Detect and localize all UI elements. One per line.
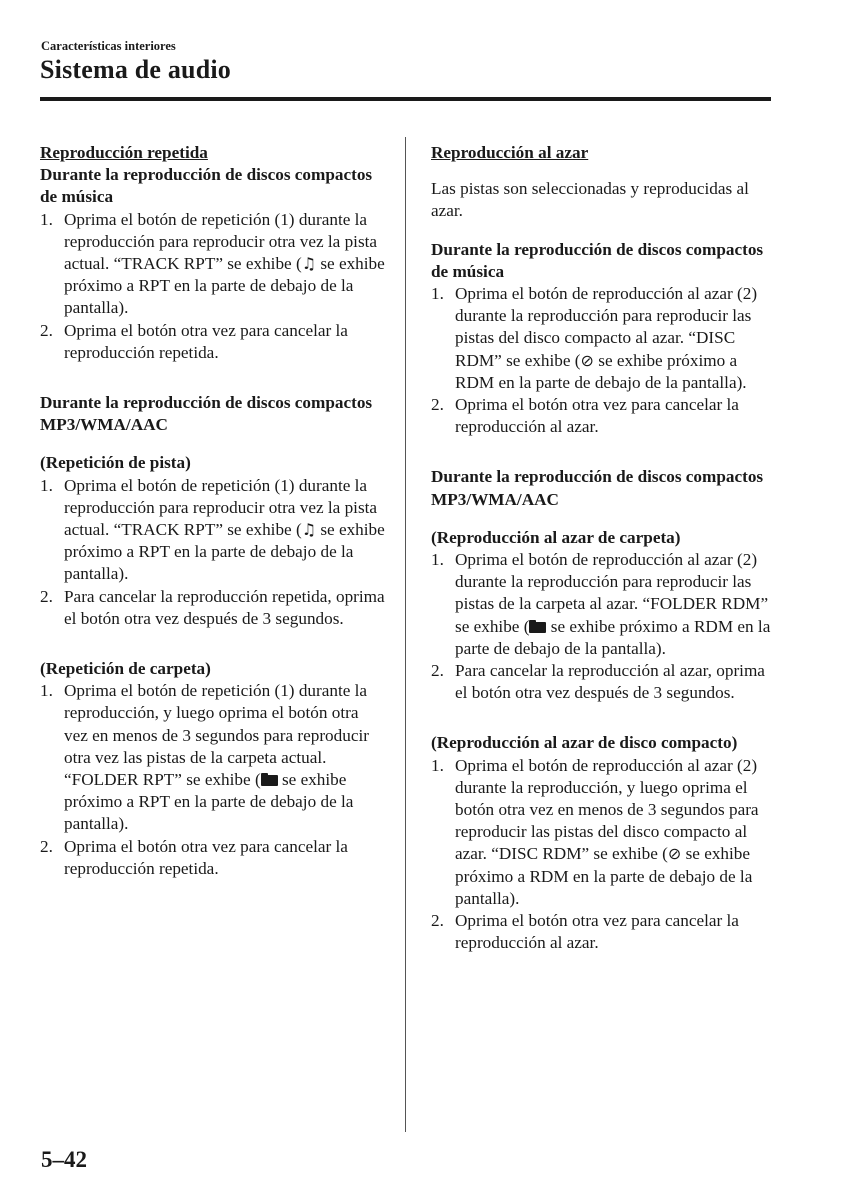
step-text: Oprima el botón otra vez para cancelar la reproducción repetida. [64,836,348,878]
list-item [431,549,771,660]
subheading-cd-music: Durante la reproducción de discos compactos de música [431,239,764,281]
subheading-folder-repeat: (Repetición de carpeta) [40,659,211,679]
list-item [40,209,385,320]
step-text: Oprima el botón de reproducción al azar (2) durante la reproducción para reproducir las pistas del disco compacto al azar. “DISC RDM” se exhibe ( [455,284,758,370]
step-number: 2. [431,911,444,931]
list-item [431,394,771,438]
folder-icon [261,773,278,786]
list-item [431,283,771,394]
list-item [40,680,385,835]
section-title-random: Reproducción al azar [431,143,589,162]
step-text: Oprima el botón otra vez para cancelar la reproducción repetida. [64,320,348,362]
step-text: Oprima el botón otra vez para cancelar la reproducción al azar. [455,395,739,437]
step-number: 1. [431,550,444,570]
step-text: Oprima el botón otra vez para cancelar la reproducción al azar. [455,911,739,953]
music-note-icon: ♫ [301,254,317,274]
step-text: se exhibe próximo a RDM en la parte de debajo de la pantalla). [455,616,771,658]
step-number: 2. [40,836,53,856]
repeat-cd-music-steps [40,209,385,364]
step-text: se exhibe próximo a RPT en la parte de debajo de la pantalla). [64,520,385,584]
step-number: 2. [431,395,444,415]
header-rule [40,97,771,101]
page-number: 5–42 [41,1147,87,1172]
subheading-folder-random: (Reproducción al azar de carpeta) [431,527,681,547]
list-item [40,475,385,586]
list-item [431,910,771,954]
section-title-repeat: Reproducción repetida [40,143,208,162]
list-item [431,755,771,910]
folder-repeat-steps [40,680,385,880]
list-item [40,320,385,364]
step-text: Para cancelar la reproducción repetida, oprima el botón otra vez después de 3 segundos. [64,586,385,628]
step-text: Oprima el botón de repetición (1) durante la reproducción para reproducir otra vez la pista actual. “TRACK RPT” se exhibe ( [64,209,378,274]
random-cd-music-steps [431,283,771,438]
list-item [40,586,385,630]
page-title: Sistema de audio [40,55,232,84]
step-text: se exhibe próximo a RPT en la parte de debajo de la pantalla). [64,770,354,834]
disc-random-steps [431,755,771,955]
step-number: 2. [431,661,444,681]
step-text: Oprima el botón de reproducción al azar (2) durante la reproducción, y luego oprima el botón otra vez en menos de 3 segundos para reproducir las pistas del disco compacto al azar. “DISC RDM” se exhibe ( [455,755,759,864]
step-text: Oprima el botón de reproducción al azar (2) durante la reproducción para reproducir las pistas de la carpeta al azar. “FOLDER RDM” se exhibe ( [455,550,769,636]
step-number: 1. [431,755,444,775]
disc-random-icon: ⊘ [667,844,682,864]
disc-random-icon: ⊘ [580,350,594,370]
step-number: 1. [40,209,53,229]
step-number: 1. [40,475,53,495]
step-number: 2. [40,586,53,606]
step-number: 1. [40,681,53,701]
intro-text: Las pistas son seleccionadas y reproducidas al azar. [431,179,749,221]
music-note-icon: ♫ [301,520,317,540]
step-text: se exhibe próximo a RDM en la parte de debajo de la pantalla). [455,844,753,908]
folder-random-steps [431,549,771,704]
step-number: 1. [431,284,444,304]
subheading-disc-random: (Reproducción al azar de disco compacto) [431,733,738,753]
left-column [40,142,385,880]
running-header-category: Características interiores [41,39,176,53]
step-text: Para cancelar la reproducción al azar, oprima el botón otra vez después de 3 segundos. [455,661,765,703]
step-text: se exhibe próximo a RPT en la parte de debajo de la pantalla). [64,254,385,318]
step-text: Oprima el botón de repetición (1) durante la reproducción, y luego oprima el botón otra vez en menos de 3 segundos para reproducir otra vez las pistas de la carpeta actual. “FOLDER RPT” se exhibe ( [64,681,369,790]
list-item [40,836,385,880]
subheading-cd-music: Durante la reproducción de discos compactos de música [40,165,373,207]
column-divider [405,137,406,1132]
step-text: Oprima el botón de repetición (1) durante la reproducción para reproducir otra vez la pista actual. “TRACK RPT” se exhibe ( [64,475,378,540]
subheading-cd-mp3: Durante la reproducción de discos compactos MP3/WMA/AAC [40,393,373,435]
subheading-track-repeat: (Repetición de pista) [40,453,191,473]
right-column [431,142,771,955]
subheading-cd-mp3: Durante la reproducción de discos compactos MP3/WMA/AAC [431,467,764,509]
step-number: 2. [40,320,53,340]
list-item [431,660,771,704]
folder-icon [529,620,546,633]
step-text: se exhibe próximo a RDM en la parte de debajo de la pantalla). [455,350,747,392]
track-repeat-steps [40,475,385,630]
